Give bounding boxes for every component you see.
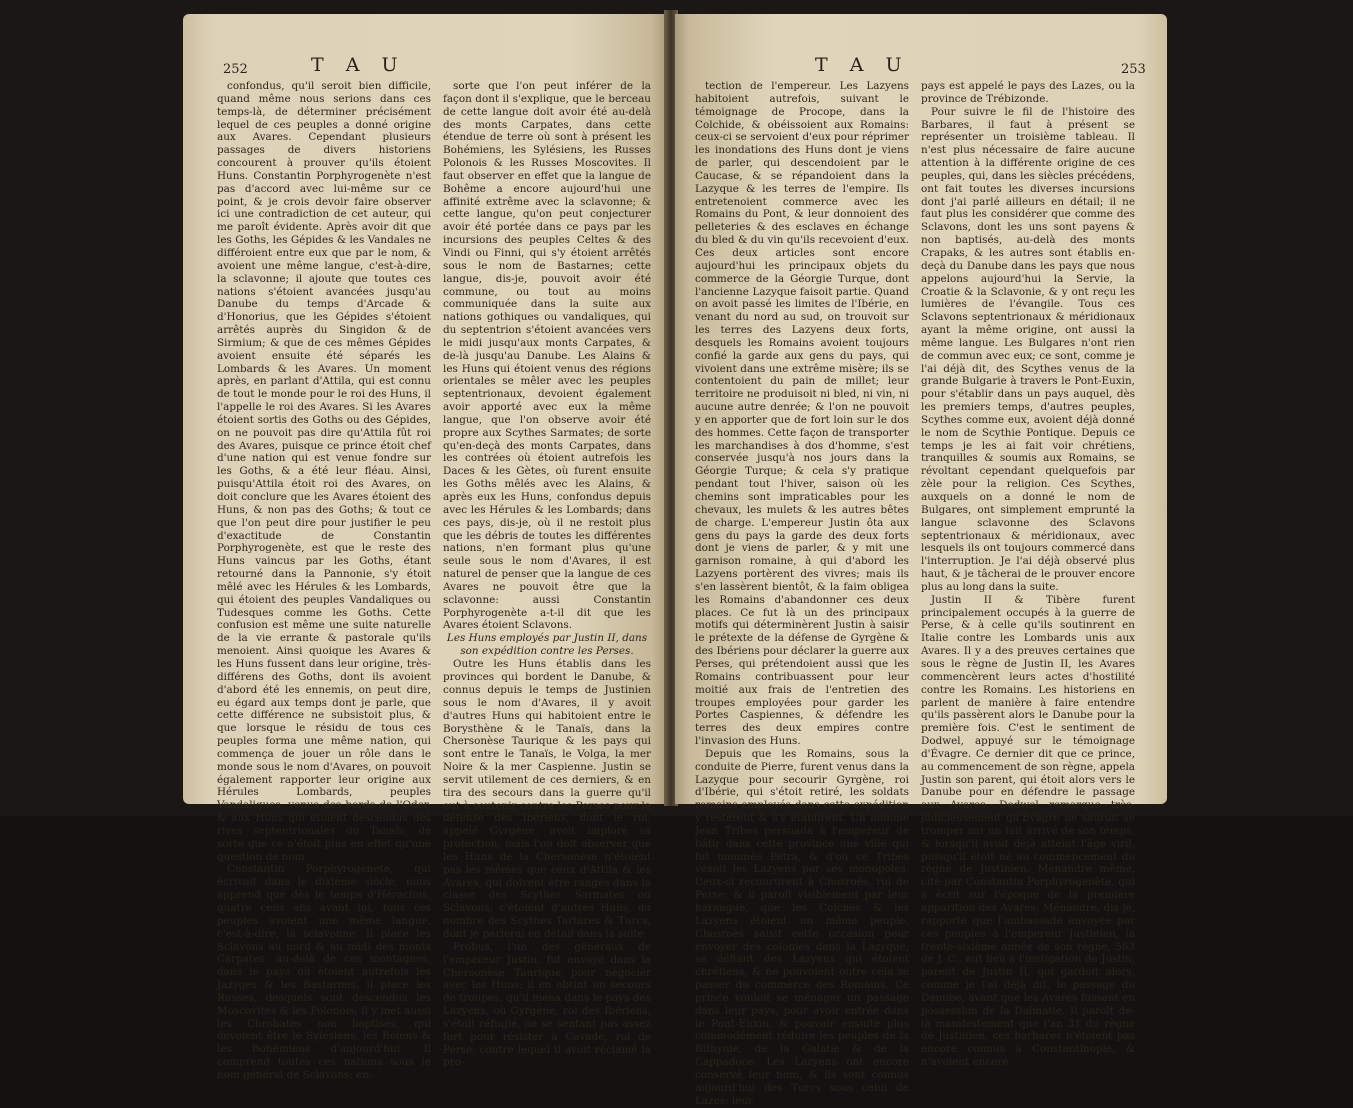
- paragraph: Probus, l'un des généraux de l'empereur Justin, fut envoyé dans la Chersonèse Taurique pour négocier avec les Huns; il en obtint un secours de troupes, qu'il mena dans le pays des Lazyens, où Gyrgène, roi des Ibériens, s'étoit réfugié, ne se sentant pas assez fort pour résister à Cavade, roi de Perse, contre lequel il avoit réclamé la pro-: [443, 940, 651, 1069]
- text-column-2: [443, 80, 651, 1069]
- running-header: T A U: [311, 54, 406, 76]
- right-page: [675, 14, 1167, 1107]
- paragraph: Outre les Huns établis dans les provinces qui bordent le Danube, & connus depuis le temps de Justinien sous le nom d'Avares, il y avoit d'autres Huns qui habitoient entre le Borysthène & le Tanaïs, dans la Chersonèse Taurique & les pays qui sont entre le Tanaïs, le Volga, la mer Noire & la mer Caspienne. Justin se servit utilement de ces derniers, & en tira des secours dans la guerre qu'il eut à soutenir contre les Perses pour la défense des Ibériens, dont le roi, appelé Gyrgène, avoit imploré sa protection; mais l'on doit observer que les Huns de la Chersonèse n'étoient pas les mêmes que ceux d'Attila & les Avares, qui doivent être rangés dans la classe des Scythes Sarmates ou Sclavons; c'étoient d'autres Huns, du nombre des Scythes Tartares & Turcs, dont je parlerai en détail dans la suite.: [443, 658, 651, 940]
- page-number: 252: [223, 62, 248, 77]
- text-column-2: [921, 80, 1135, 1069]
- paragraph: Pour suivre le fil de l'histoire des Barbares, il faut à présent se représenter un troisième tableau. Il n'est plus nécessaire de faire aucune attention à la différente origine de ces peuples, qui, dans les siècles précédens, ont fait toutes les diverses incursions dont j'ai parlé ailleurs en détail; il ne faut plus les considérer que comme des Sclavons, dont les uns sont payens & non baptisés, au-delà des monts Crapaks, & les autres sont établis en-deçà du Danube dans les pays que nous appelons aujourd'hui la Servie, la Croatie & la Sclavonie, & y ont reçu les lumières de l'évangile. Tous ces Sclavons septentrionaux & méridionaux ayant la même origine, ont aussi la même langue. Les Bulgares n'ont rien de commun avec eux; ce sont, comme je l'ai déjà dit, des Scythes venus de la grande Bulgarie à travers le Pont-Euxin, pour s'établir dans un pays auquel, dès les premiers temps, d'autres peuples, Scythes comme eux, avoient déjà donné le nom de Scythie Pontique. Depuis ce temps je les ai fait voir chrétiens, tranquilles & soumis aux Romains, se révoltant cependant quelquefois par zèle pour la religion. Ces Scythes, auxquels on a donné le nom de Bulgares, ont simplement emprunté la langue sclavonne des Sclavons septentrionaux & méridionaux, avec lesquels ils ont toujours commercé dans l'interruption. Je l'ai déjà observé plus haut, & je tâcherai de le prouver encore plus au long dans la suite.: [921, 105, 1135, 593]
- text-column-1: [695, 80, 909, 1108]
- paragraph: Justin II & Tibère furent principalement occupés à la guerre de Perse, & à celle qu'ils soutinrent en Italie contre les Lombards unis aux Avares. Il y a des preuves certaines que sous le règne de Justin II, les Avares commencèrent leurs actes d'hostilité contre les Romains. Les historiens en parlent de manière à faire entendre qu'ils passèrent alors le Danube pour la première fois. C'est le sentiment de Dodwel, appuyé sur le témoignage d'Évagre. Ce dernier dit que ce prince, au commencement de son règne, appela Justin son parent, qui étoit alors vers le Danube pour en défendre le passage aux Avares. Dodwel remarque très-judicieusement qu'Évagre ne sauroit se tromper sur un fait arrivé de son temps, & lorsqu'il avoit déjà atteint l'âge viril, puisqu'il étoit né au commencement du règne de Justinien. Ménandre même, cité par Constantin Porphyrogenète, qui a écrit sur l'époque de la première apparition des Avares; Ménandre, dis-je, rapporte que l'ambassade envoyée par ces peuples à l'empereur Justinien, la trente-sixième année de son règne, 563 de J. C., eut lieu à l'instigation de Justin, parent de Justin II, qui gardoit alors, comme je l'ai déjà dit, le passage du Danube, avant que les Avares fussent en possession de la Dalmatie. Il paroît de-là manifestement que l'an 31 du règne de Justinien, ces barbares n'étoient pas encore connus à Constantinople, & n'avoient encore: [921, 593, 1135, 1069]
- paragraph: tection de l'empereur. Les Lazyens habitoient autrefois, suivant le témoignage de Procope, dans la Colchide, & obéissoient aux Romains: ceux-ci se servoient d'eux pour réprimer les inondations des Huns dont je viens de parler, qui descendoient par le Caucase, & se répandoient dans la Lazyque & les terres de l'empire. Ils entretenoient commerce avec les Romains du Pont, & leur donnoient des pelleteries & des esclaves en échange du bled & du vin qu'ils recevoient d'eux. Ces deux articles sont encore aujourd'hui les principaux objets du commerce de la Géorgie Turque, dont l'ancienne Lazyque faisoit partie. Quand on avoit passé les limites de l'Ibérie, en venant du nord au sud, on trouvoit sur les terres des Lazyens deux forts, desquels les Romains avoient toujours confié la garde aux gens du pays, qui vivoient dans une extrême misère; ils se contentoient du pain de millet; leur territoire ne produisoit ni bled, ni vin, ni aucune autre denrée; & l'on ne pouvoit y en apporter que de fort loin sur le dos des hommes. Cette façon de transporter les marchandises à dos d'homme, s'est conservée jusqu'à nos jours dans la Géorgie Turque; & cela s'y pratique pendant tout l'hiver, saison où les chemins sont impraticables pour les chevaux, les mulets & les autres bêtes de charge. L'empereur Justin ôta aux gens du pays la garde des deux forts dont je viens de parler, & y mit une garnison romaine, à qui d'abord les Lazyens portèrent des vivres; mais ils s'en lassèrent bientôt, & la faim obligea les Romains d'abandonner ces deux places. Ce fut là un des principaux motifs qui déterminèrent Justin à saisir le prétexte de la défense de Gyrgène & des Ibériens pour déclarer la guerre aux Perses, qui prétendoient aussi que les Romains contribuassent pour leur moitié aux frais de l'entretien des troupes employées pour garder les Portes Caspiennes, & défendre les terres des deux empires contre l'invasion des Huns.: [695, 80, 909, 748]
- paragraph: Constantin Porphyrogenète, qui écrivoit dans le dixième siècle, nous apprend que dès le temps d'Héraclius, quatre cens ans avant lui, tous ces peuples avoient une même langue, c'est-à-dire, la sclavonne. Il place les Sclavons au nord & au midi des monts Carpates: au-delà de ces montagnes, dans le pays où étoient autrefois les Jazyges & les Bastarnes, il place les Russes, desquels sont descendus les Moscovites & les Polonois; il y met aussi les Chrobates non baptisés, qui devoient être le Sylésiens, les Boïens & les Bohémiens d'aujourd'hui. Il comprend toutes ces nations sous le nom général de Sclavons; en-: [217, 863, 431, 1081]
- page-number: 253: [1121, 62, 1146, 77]
- paragraph: Depuis que les Romains, sous la conduite de Pierre, furent venus dans la Lazyque pour secourir Gyrgène, roi d'Ibérie, qui s'étoit retiré, les soldats romains employés dans cette expédition y restèrent & s'y établirent. Un nommé Jean Tribes persuada à l'empereur de bâtir dans cette province une ville qui fut nommée Pétra, & d'où ce Tribes vexoit les Lazyens par ses monopoles. Ceux-ci recoururent à Chosroès, roi de Perse; & il paroît visiblement par leur harangue, que les Colches & les Lazyens étoient un même peuple. Chosroès saisit cette occasion pour envoyer des colonies dans la Lazyque, se défiant des Lazyens qui étoient chrétiens, & ne pouvoient outre cela se passer du commerce des Romains. Ce prince vouloit se ménager un passage dans leur pays, pour avoir entrée dans le Pont-Euxin, & pouvoir ensuite plus commodément réduire les peuples de la Bithynie, de la Galatie & de la Cappadoce. Les Lazyens ont encore conservé leur nom, & ils sont connus aujourd'hui des Turcs sous celui de Lazes; leur: [695, 747, 909, 1107]
- running-header: T A U: [815, 54, 910, 76]
- paragraph: confondus, qu'il seroit bien difficile, quand même nous serions dans ces temps-là, de déterminer précisément lequel de ces peuples a donné origine aux Avares. Cependant plusieurs passages de divers historiens concourent à prouver qu'ils étoient Huns. Constantin Porphyrogenète n'est pas d'accord avec lui-même sur ce point, & je crois devoir faire observer ici une contradiction de cet auteur, qui me paroît évidente. Après avoir dit que les Goths, les Gépides & les Vandales ne différoient entre eux que par le nom, & avoient une même langue, c'est-à-dire, la sclavonne; il ajoute que toutes ces nations s'étoient avancées jusqu'au Danube du temps d'Arcade & d'Honorius, que les Gépides s'étoient arrêtés auprès du Singidon & de Sirmium; & que de ces mêmes Gépides avoient ensuite été séparés les Lombards & les Avares. Un moment après, en parlant d'Attila, qui est connu de tout le monde pour le roi des Huns, il l'appelle le roi des Avares. Si les Avares étoient sortis des Goths ou des Gépides, on ne pouvoit pas dire qu'Attila fût roi des Avares, puisque ce prince étoit chef d'une nation qui est venue fondre sur les Goths, & a été leur fléau. Ainsi, puisqu'Attila étoit roi des Avares, on doit conclure que les Avares étoient des Huns, & non pas des Goths; & tout ce que l'on peut dire pour justifier le peu d'exactitude de Constantin Porphyrogenète, est que le reste des Huns vaincus par les Goths, étant retourné dans la Pannonie, s'y étoit mêlé avec les Hérules & les Lombards, qui étoient des peuples Vandaliques ou Tudesques comme les Goths. Cette confusion est même une suite naturelle de la vie errante & pastorale qu'ils menoient. Ainsi quoique les Avares & les Huns fussent dans leur origine, très-différens des Goths, dont ils avoient d'abord été les ennemis, on peut dire, eu égard aux temps dont je parle, que cette différence ne subsistoit plus, & que lorsque le résidu de tous ces peuples forma une même nation, qui commença de jouer un rôle dans le monde sous le nom d'Avares, on pouvoit également rapporter leur origine aux Hérules Lombards, peuples Vandaliques, venus des bords de l'Oder, & aux Huns qui étoient descendus des rives septentrionales du Tanaïs; de sorte que ce n'étoit plus en effet qu'une question de nom.: [217, 80, 431, 863]
- paragraph: sorte que l'on peut inférer de la façon dont il s'explique, que le berceau de cette langue doit avoir été au-delà des monts Carpates, dans cette étendue de terre où sont à présent les Bohémiens, les Sylésiens, les Russes Polonois & les Russes Moscovites. Il faut observer en effet que la langue de Bohême a encore aujourd'hui une affinité extrême avec la sclavonne; & cette langue, qu'on peut conjecturer avoir été portée dans ce pays par les incursions des peuples Celtes & des Vindi ou Finni, qui s'y étoient arrêtés sous le nom de Bastarnes; cette langue, dis-je, pouvoit avoir été commune, ou tout au moins communiquée dans la suite aux nations gothiques ou vandaliques, qui du septentrion s'étoient avancées vers le midi jusqu'aux monts Carpates, & de-là jusqu'au Danube. Les Alains & les Huns qui étoient venus des régions orientales se mêler avec les peuples septentrionaux, devoient également avoir apporté avec eux la même langue, que l'on observe avoir été propre aux Scythes Sarmates; de sorte qu'en-deçà des monts Carpates, dans les contrées où étoient autrefois les Daces & les Gètes, où furent ensuite les Goths mêlés avec les Alains, & après eux les Huns, confondus depuis avec les Hérules & les Lombards; dans ces pays, dis-je, où il ne restoit plus que les débris de toutes les différentes nations, n'en formant plus qu'une seule sous le nom d'Avares, il est naturel de penser que la langue de ces Avares ne pouvoit être que la sclavonne: aussi Constantin Porphyrogenète a-t-il dit que les Avares étoient Sclavons.: [443, 80, 651, 632]
- text-column-1: [217, 80, 431, 1082]
- paragraph: pays est appelé le pays des Lazes, ou la province de Trébizonde.: [921, 80, 1135, 105]
- section-heading: Les Huns employés par Justin II, dans son expédition contre les Perses.: [446, 632, 648, 658]
- left-page: [183, 14, 667, 1081]
